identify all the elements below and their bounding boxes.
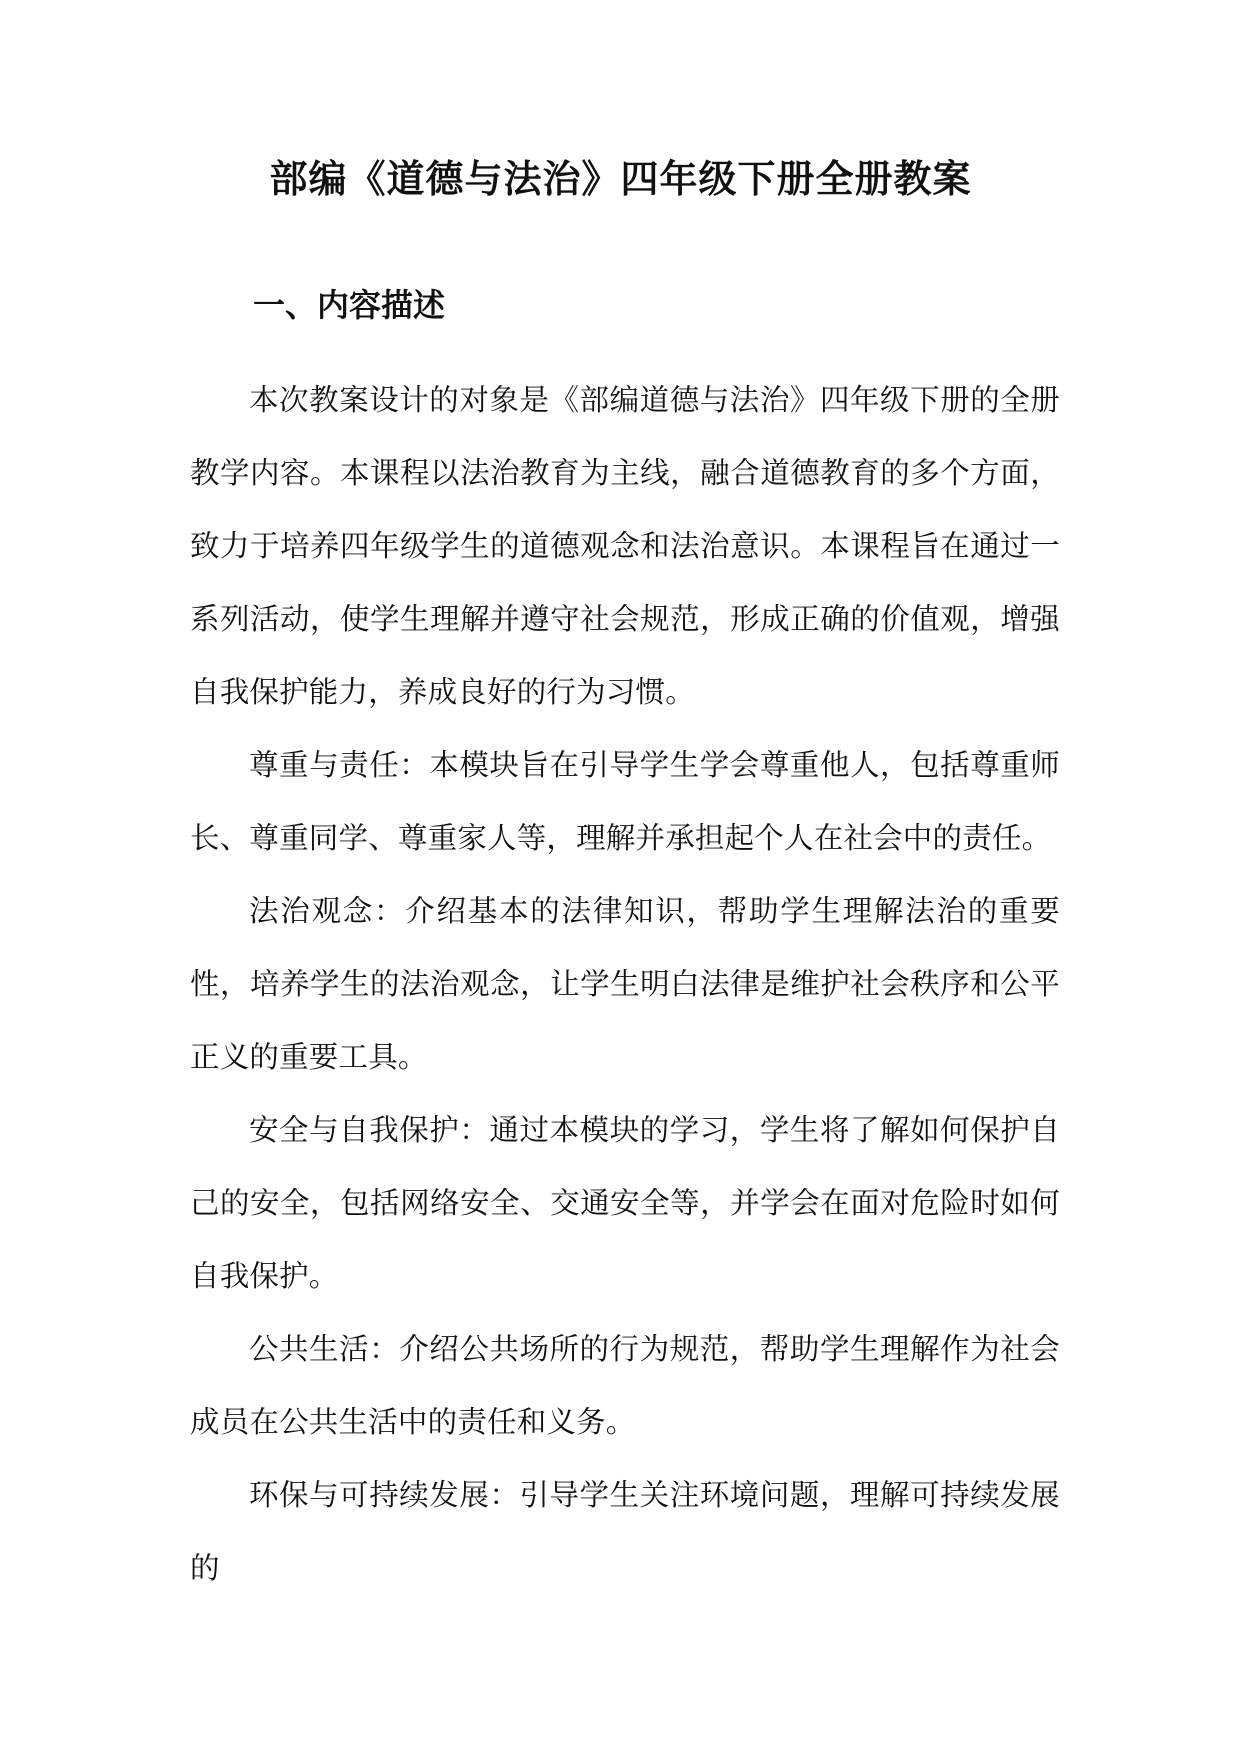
document-title: 部编《道德与法治》四年级下册全册教案 <box>269 156 972 201</box>
paragraph-intro: 本次教案设计的对象是《部编道德与法治》四年级下册的全册教学内容。本课程以法治教育为主线，融合道德教育的多个方面，致力于培养四年级学生的道德观念和法治意识。本课程旨在通过一系列活动，使学生理解并遵守社会规范，形成正确的价值观，增强自我保护能力，养成良好的行为习惯。 <box>190 383 1060 709</box>
document-body <box>190 364 1060 1605</box>
paragraph-safety: 安全与自我保护：通过本模块的学习，学生将了解如何保护自己的安全，包括网络安全、交通安全等，并学会在面对危险时如何自我保护。 <box>190 1113 1060 1293</box>
paragraph-environment: 环保与可持续发展：引导学生关注环境问题，理解可持续发展的 <box>190 1478 1060 1585</box>
section-heading: 一、内容描述 <box>253 286 446 324</box>
paragraph-rule-of-law: 法治观念：介绍基本的法律知识，帮助学生理解法治的重要性，培养学生的法治观念，让学生明白法律是维护社会秩序和公平正义的重要工具。 <box>190 894 1060 1074</box>
paragraph-public-life: 公共生活：介绍公共场所的行为规范，帮助学生理解作为社会成员在公共生活中的责任和义务。 <box>190 1332 1060 1439</box>
paragraph-respect-responsibility: 尊重与责任：本模块旨在引导学生学会尊重他人，包括尊重师长、尊重同学、尊重家人等，理解并承担起个人在社会中的责任。 <box>190 748 1060 855</box>
